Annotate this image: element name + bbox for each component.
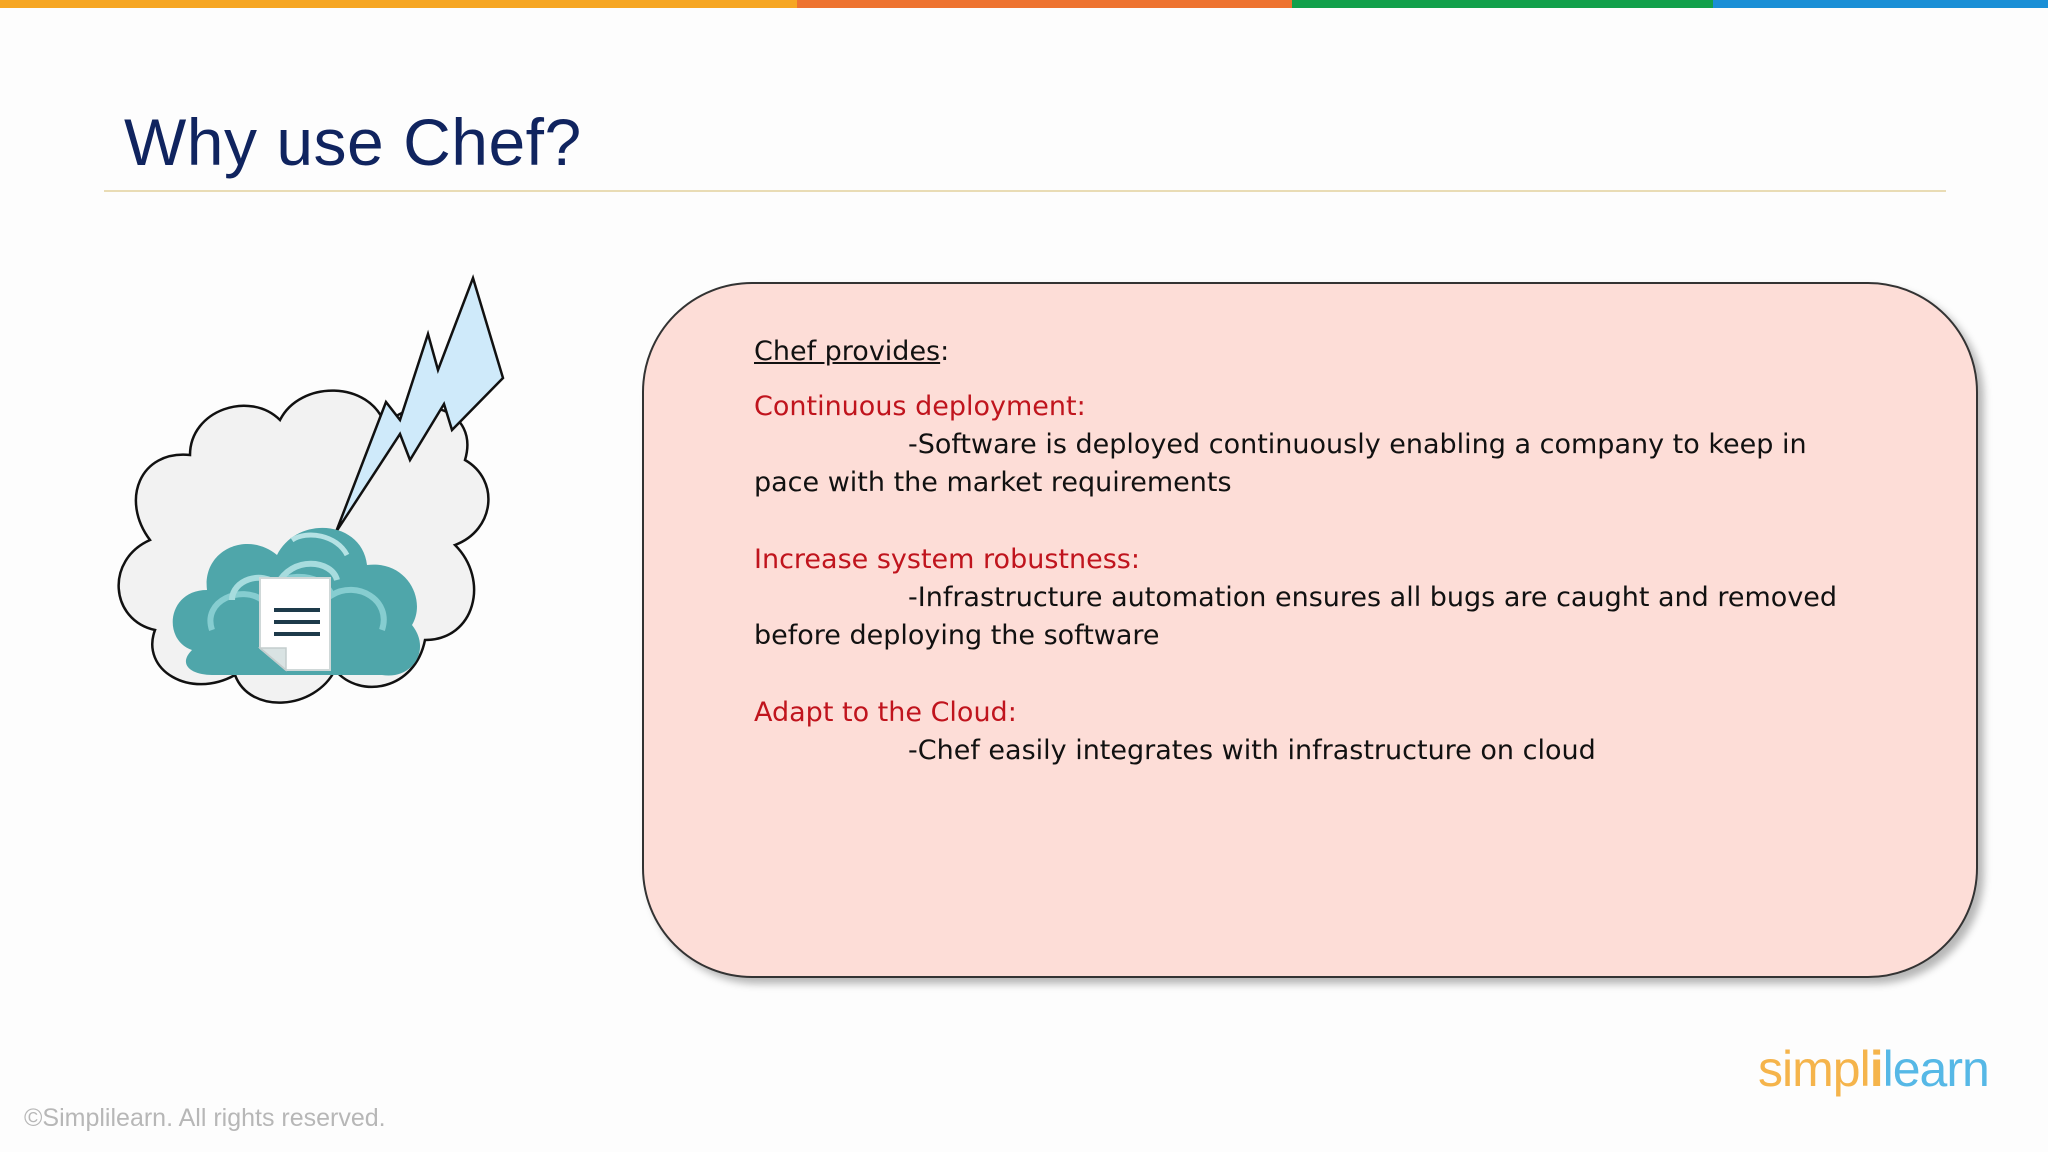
benefit-item-adapt-to-cloud [754, 694, 1874, 770]
card-intro-colon: : [940, 336, 950, 367]
logo-text-part-1: simpl [1758, 1041, 1870, 1097]
benefit-description: -Chef easily integrates with infrastructure on cloud [908, 735, 1596, 767]
title-divider [104, 190, 1946, 192]
benefit-item-system-robustness [754, 541, 1874, 655]
document-icon [260, 578, 330, 670]
card-content [754, 336, 1874, 809]
card-intro [754, 336, 1874, 368]
top-bar-segment-green [1292, 0, 1713, 8]
slide-title: Why use Chef? [124, 105, 582, 179]
benefit-item-continuous-deployment [754, 388, 1874, 502]
benefit-description: -Infrastructure automation ensures all bugs are caught and removed before deploying the software [754, 582, 1838, 652]
top-bar-segment-orange [0, 0, 797, 8]
benefit-description: -Software is deployed continuously enabling a company to keep in pace with the market requirements [754, 429, 1807, 499]
top-bar-segment-red-orange [797, 0, 1292, 8]
chef-benefits-card [642, 282, 1978, 978]
benefit-heading: Adapt to the Cloud: [754, 697, 1017, 729]
simplilearn-logo [1758, 1040, 1989, 1098]
copyright-notice: ©Simplilearn. All rights reserved. [24, 1104, 386, 1132]
card-intro-label: Chef provides [754, 336, 941, 367]
top-color-bar [0, 0, 2048, 8]
top-bar-segment-blue [1713, 0, 2048, 8]
benefit-heading: Increase system robustness: [754, 544, 1140, 576]
logo-text-part-2: i [1869, 1041, 1883, 1097]
logo-text-part-3: learn [1882, 1041, 1989, 1097]
cloud-document-lightning-icon [80, 270, 580, 770]
benefit-heading: Continuous deployment: [754, 391, 1086, 423]
